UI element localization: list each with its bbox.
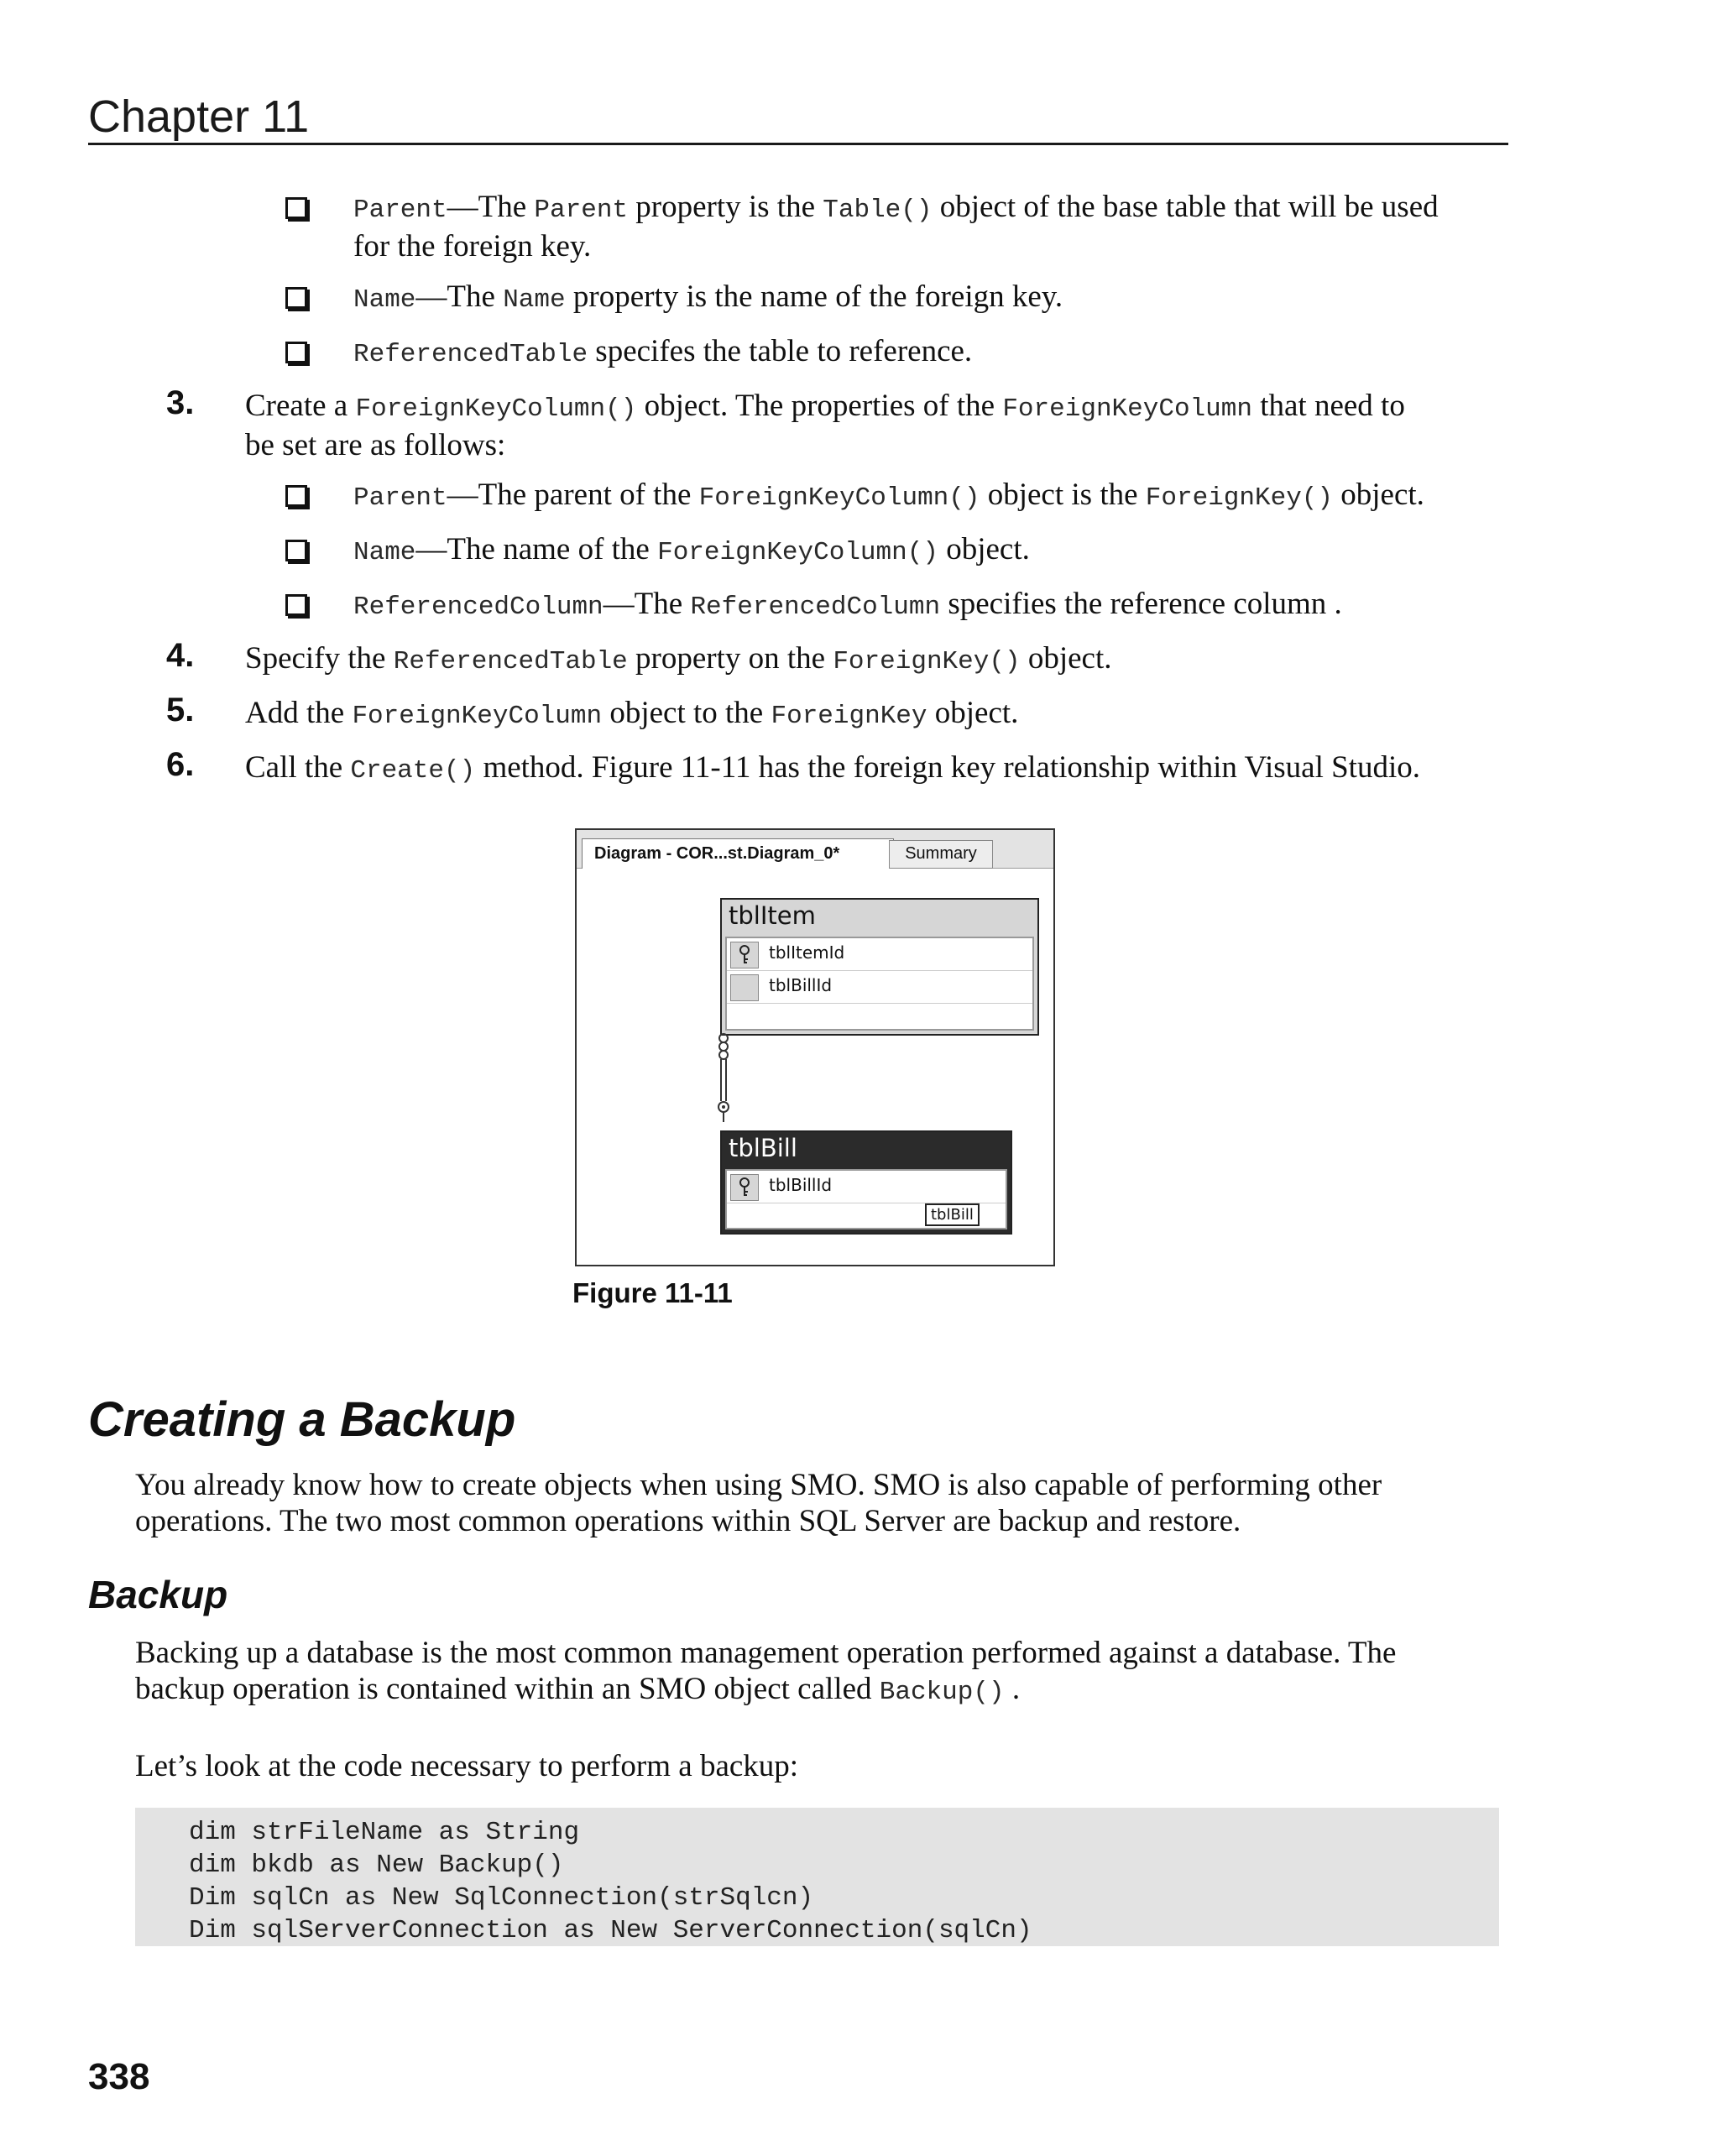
subsection-title: Backup (88, 1573, 228, 1616)
bullet-referenced-column: ReferencedColumn—The ReferencedColumn specifies the reference column . (353, 587, 1342, 622)
bullet-icon (285, 197, 307, 219)
diagram-figure (575, 828, 1055, 1266)
table-tblitem[interactable] (720, 898, 1039, 1036)
step-4-text: Specify the ReferencedTable property on the ForeignKey() object. (245, 641, 1112, 676)
step-5-text: Add the ForeignKeyColumn object to the ForeignKey object. (245, 696, 1019, 731)
table-title: tblItem (729, 901, 816, 930)
step-number: 6. (166, 746, 195, 783)
step-number: 5. (166, 692, 195, 728)
tooltip: tblBill (925, 1203, 980, 1226)
bullet-icon (285, 594, 307, 616)
row-selector[interactable] (730, 1174, 759, 1201)
step-6-text: Call the Create() method. Figure 11-11 has the foreign key relationship within Visual Studio. (245, 750, 1420, 786)
section-title: Creating a Backup (88, 1392, 516, 1447)
step-3-text: Create a ForeignKeyColumn() object. The properties of the ForeignKeyColumn that need to be set are as follows: (245, 389, 1405, 462)
bullet-icon (285, 540, 307, 561)
bullet-icon (285, 342, 307, 363)
key-icon (731, 942, 758, 968)
chapter-header: Chapter 11 (88, 91, 310, 142)
column-row[interactable] (727, 1171, 1006, 1203)
page-number: 338 (88, 2056, 150, 2097)
key-icon (731, 1175, 758, 1200)
column-list (725, 1169, 1007, 1229)
subsection-paragraph: Backing up a database is the most common management operation performed against a database. The backup operation is contained within an SMO object called Backup() . (135, 1636, 1397, 1707)
figure-caption: Figure 11-11 (572, 1277, 733, 1308)
step-number: 4. (166, 637, 195, 674)
column-name: tblItemId (769, 942, 845, 963)
subsection-intro: Let’s look at the code necessary to perform a backup: (135, 1749, 799, 1783)
header-rule (88, 143, 1508, 145)
step-number: 3. (166, 384, 195, 421)
bullet-referenced-table: ReferencedTable specifes the table to reference. (353, 334, 973, 369)
relationship-line[interactable] (711, 1030, 745, 1122)
column-name: tblBillId (769, 975, 833, 995)
code-line: dim bkdb as New Backup() (189, 1851, 564, 1880)
code-block (135, 1808, 1499, 1946)
code-line: dim strFileName as String (189, 1818, 580, 1847)
section-paragraph: You already know how to create objects when using SMO. SMO is also capable of performing other operations. The two most common operations within SQL Server are backup and restore. (135, 1468, 1382, 1538)
table-tblbill[interactable] (720, 1130, 1012, 1235)
tab-bar (577, 830, 1053, 869)
code-line: Dim sqlServerConnection as New ServerConnection(sqlCn) (189, 1916, 1032, 1945)
bullet-name-column: Name—The name of the ForeignKeyColumn() object. (353, 532, 1030, 567)
code-line: Dim sqlCn as New SqlConnection(strSqlcn) (189, 1883, 814, 1913)
tab-diagram[interactable]: Diagram - COR...st.Diagram_0* (582, 838, 894, 869)
bullet-parent-column: Parent—The parent of the ForeignKeyColumn() object is the ForeignKey() object. (353, 478, 1424, 513)
bullet-icon (285, 287, 307, 309)
tab-summary[interactable]: Summary (889, 840, 993, 869)
bullet-icon (285, 485, 307, 507)
row-selector[interactable] (730, 942, 759, 968)
row-selector[interactable] (730, 974, 759, 1001)
bullet-parent: Parent—The Parent property is the Table() object of the base table that will be used for the foreign key. (353, 190, 1439, 264)
column-list (725, 937, 1034, 1031)
table-title: tblBill (729, 1134, 797, 1162)
column-name: tblBillId (769, 1175, 833, 1195)
column-row[interactable] (727, 938, 1032, 971)
bullet-name: Name—The Name property is the name of the foreign key. (353, 279, 1063, 315)
column-row[interactable] (727, 971, 1032, 1004)
